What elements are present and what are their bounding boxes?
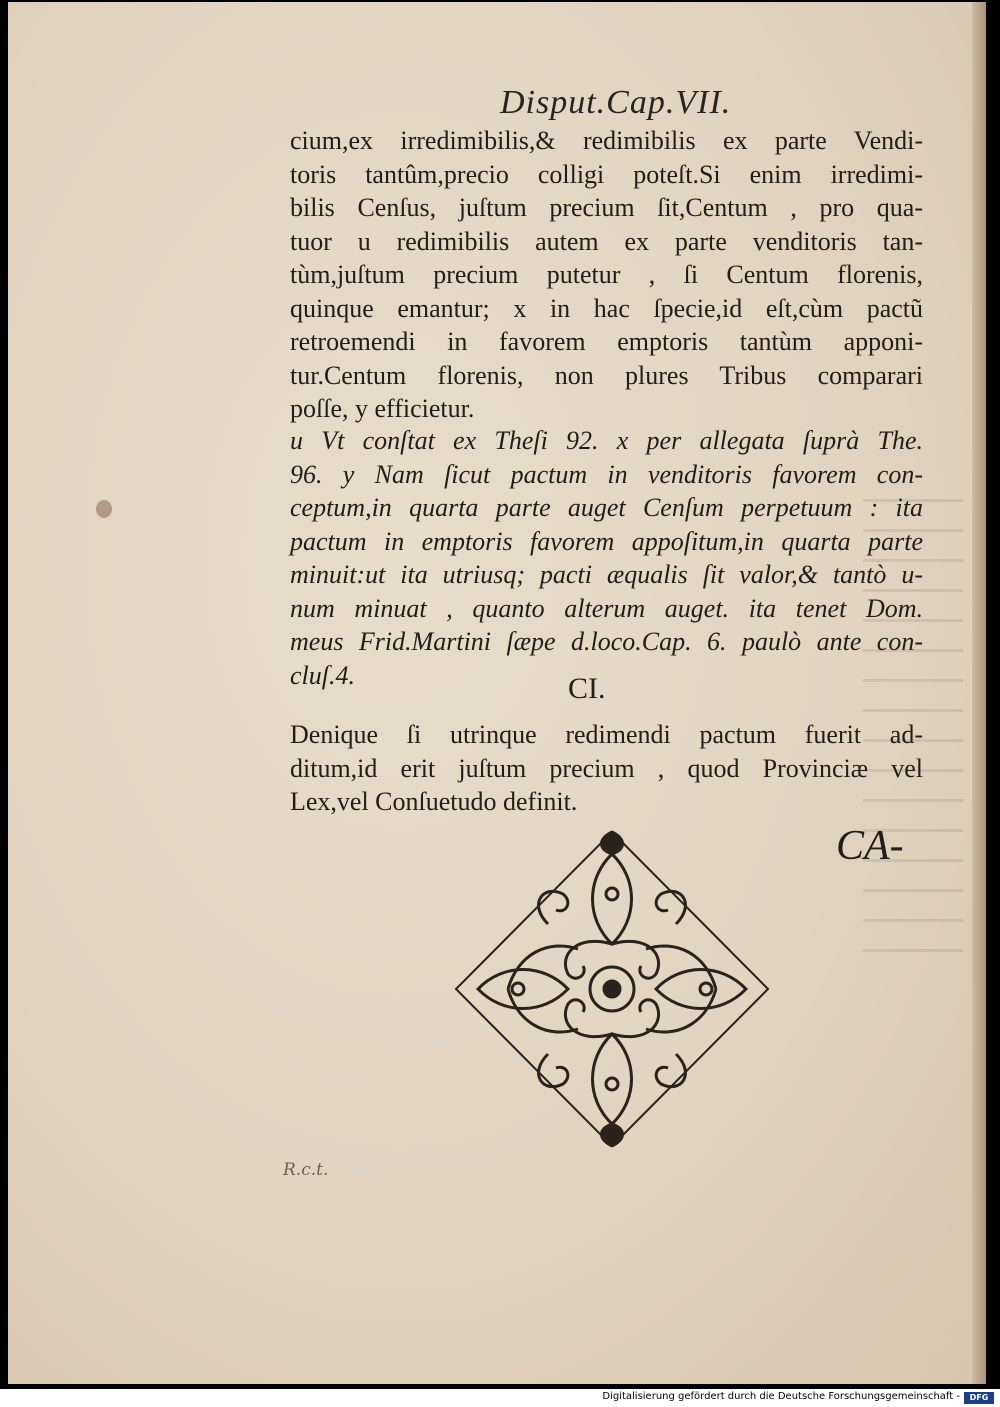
body-line: tur.Centum florenis, non plures Tribus comparari (290, 360, 923, 390)
body-line: Lex,vel Conſuetudo definit. (290, 787, 578, 816)
note-line: minuit:ut ita utriusq; pacti æqualis ſit valor,& tantò u- (290, 560, 923, 589)
note-line: u Vt conſtat ex Theſi 92. x per allegata ſuprà The. (290, 426, 923, 455)
body-line: cium,ex irredimibilis,& redimibilis ex parte Vendi- (290, 126, 923, 155)
note-line: meus Frid.Martini ſæpe d.loco.Cap. 6. paulò ante con- (290, 627, 923, 656)
body-line: tùm,juſtum precium putetur , ſi Centum florenis, (290, 260, 923, 289)
ornament-fleuron-icon (448, 824, 776, 1154)
footer-credit: Digitalisierung gefördert durch die Deutsche Forschungsgemeinschaft - (602, 1391, 960, 1402)
body-line: poſſe, y efficietur. (290, 394, 475, 423)
body-line: quinque emantur; x in hac ſpecie,id eſt,cùm pactũ (290, 293, 923, 323)
note-line: cluſ.4. (290, 660, 355, 690)
body-line: tuor u redimibilis autem ex parte venditoris tan- (290, 226, 923, 256)
body-line: toris tantûm,precio colligi poteſt.Si enim irredimi- (290, 159, 923, 189)
scanned-page (8, 2, 986, 1384)
main-paragraph (290, 124, 923, 426)
footer-bar (0, 1389, 1000, 1407)
catchword: CA- (836, 823, 904, 869)
page-edge (972, 2, 986, 1384)
body-line: ditum,id erit juſtum precium , quod Provinciæ vel (290, 753, 923, 783)
margin-mark: R.c.t. (283, 1160, 329, 1180)
final-paragraph (290, 718, 923, 819)
note-line: 96. y Nam ſicut pactum in venditoris favorem con- (290, 459, 923, 489)
body-line: Denique ſi utrinque redimendi pactum fuerit ad- (290, 720, 923, 749)
thesis-number: CI. (568, 672, 606, 705)
note-line: num minuat , quanto alterum auget. ita tenet Dom. (290, 593, 923, 623)
note-line: pactum in emptoris favorem appoſitum,in quarta parte (290, 526, 923, 556)
note-line: ceptum,in quarta parte auget Cenſum perpetuum : ita (290, 493, 923, 522)
body-line: retroemendi in favorem emptoris tantùm apponi- (290, 327, 923, 356)
body-line: bilis Cenſus, juſtum precium ſit,Centum , pro qua- (290, 193, 923, 222)
running-head: Disput.Cap.VII. (500, 84, 732, 121)
dfg-logo: DFG (964, 1392, 994, 1404)
footnote-block (290, 424, 923, 692)
ink-stain (96, 500, 112, 518)
